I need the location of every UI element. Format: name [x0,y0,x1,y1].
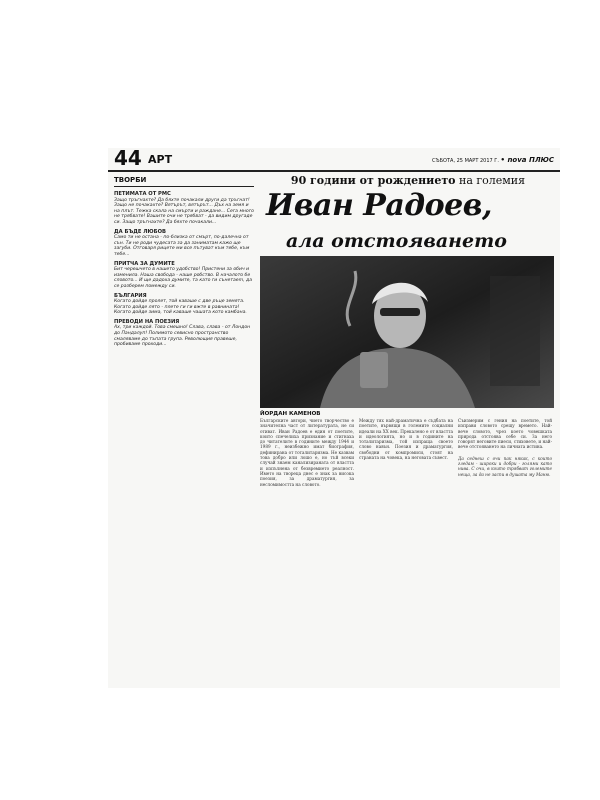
headline-line1: Иван Радоев, [266,188,492,223]
poem-title: ПЕТИМАТА ОТ РМС [114,191,171,197]
subsection-label: ТВОРБИ [114,176,254,187]
poem-text: Само ти не остана - по-близка от смърт, по-далечна от сън. Ти не роди чудесата за да заниматам кажо ще загуби. Отговаря рицете ми все пътуват към тебе, към тебе... [114,235,250,257]
page-header [108,148,560,172]
article-quote: Да седнеш с очи пак някак, с които гледам - широки и добри - голями като нива. С очи, в които трябват големите неща, за да не заспи в душата му Маню. [458,455,552,477]
article-column-1: Българските автори, чието творчество е значителна част от литературата, не си отиват. Иван Радоев е един от поетите, които спечелиха признание и стигнаха до читателите в годините между 1944 и 1989 г., неизбежно имат биография, дефинирана от тоталитаризма. Не казвам това добро или лошо е, но тъй всеки случай знаем канализираната от властта и изпълнена от безвремието реалност. Името на твореца днес е знак за висока поезия, за драматургия, за несломимостта на словото. [260,418,354,487]
poem-text: Бит черешчето в нашето удобство! Пристени за обич и изменила. Наша свобода - наше робство. В началото бе словото... И ще дадохa думите, та като ги сънeтаеm, да се разберем помежду си. [114,267,253,289]
headline-line2: ала отстояването [286,230,507,252]
article-column-2: Между тях най-драматична е съдбата на поетите, вървящи в големите социални идеали на XX век. Прекалено е от властта и идеологията, но и в годините на тоталитаризма, той изпраща своето слово навън. Поезия и драматургия, свободни от компромиси, стоят на страната на човека, на неговата съвест. [359,418,453,461]
newspaper-page [108,148,560,688]
section-label: АРТ [148,153,173,166]
page-number: 44 [114,146,142,170]
poem-title: БЪЛГАРИЯ [114,292,147,299]
poems-column [114,188,254,683]
poem-title: ПРЕВОДИ НА ПОЕЗИЯ [114,318,180,325]
portrait-photo [260,256,554,408]
author-byline: ЙОРДАН КАМЕНОВ [260,411,321,417]
poem-title: ДА БЪДЕ ЛЮБОВ [114,228,166,235]
poem-text: Защо тръгнахте? Да бяхте почакали други да тръгнат! Защо не почакахте? Вятърът, вятърът... Дъх на земя и на плът. Тежка скала на смърти и раждане... Сега много не трябвате! Вашите очи не трябват - да видим другаде си. Защо тръгнахте? Да бяхте почакали... [114,197,254,225]
poem-text: Ах, три каждой. Това смешно! Слава, слава - от Лондон до Пандалуп! Полимото севисно пространство смаляваме до тъпата група. Револющия правеше, пробиваме проходи... [114,325,251,348]
issue-date: СЪБОТА, 25 МАРТ 2017 Г. • nova ПЛЮС [431,156,554,164]
article-column-3 [458,418,552,678]
poem-title: ПРИТЧА ЗА ДУМИТЕ [114,260,175,267]
article-paragraph: Съизмерим с гения на поетите, той изправи словото срещу времето. Най-вече словото, чрез което човешката природа отстоява себе си. За него говорят неговите пиеси, стиховете, и най-вече отстояването на личната истина. [458,418,552,450]
poem-text: Когато дойде пролет, той каваше с две ръце земята. Когато дойде лято - плете ги ги вжтe в равнината! Когато дойде зима, той каваше чашата кото камбана. [114,299,247,316]
brand-logo: • nova ПЛЮС [500,156,554,164]
headline-kicker: 90 години от рождението на големия [290,174,526,187]
